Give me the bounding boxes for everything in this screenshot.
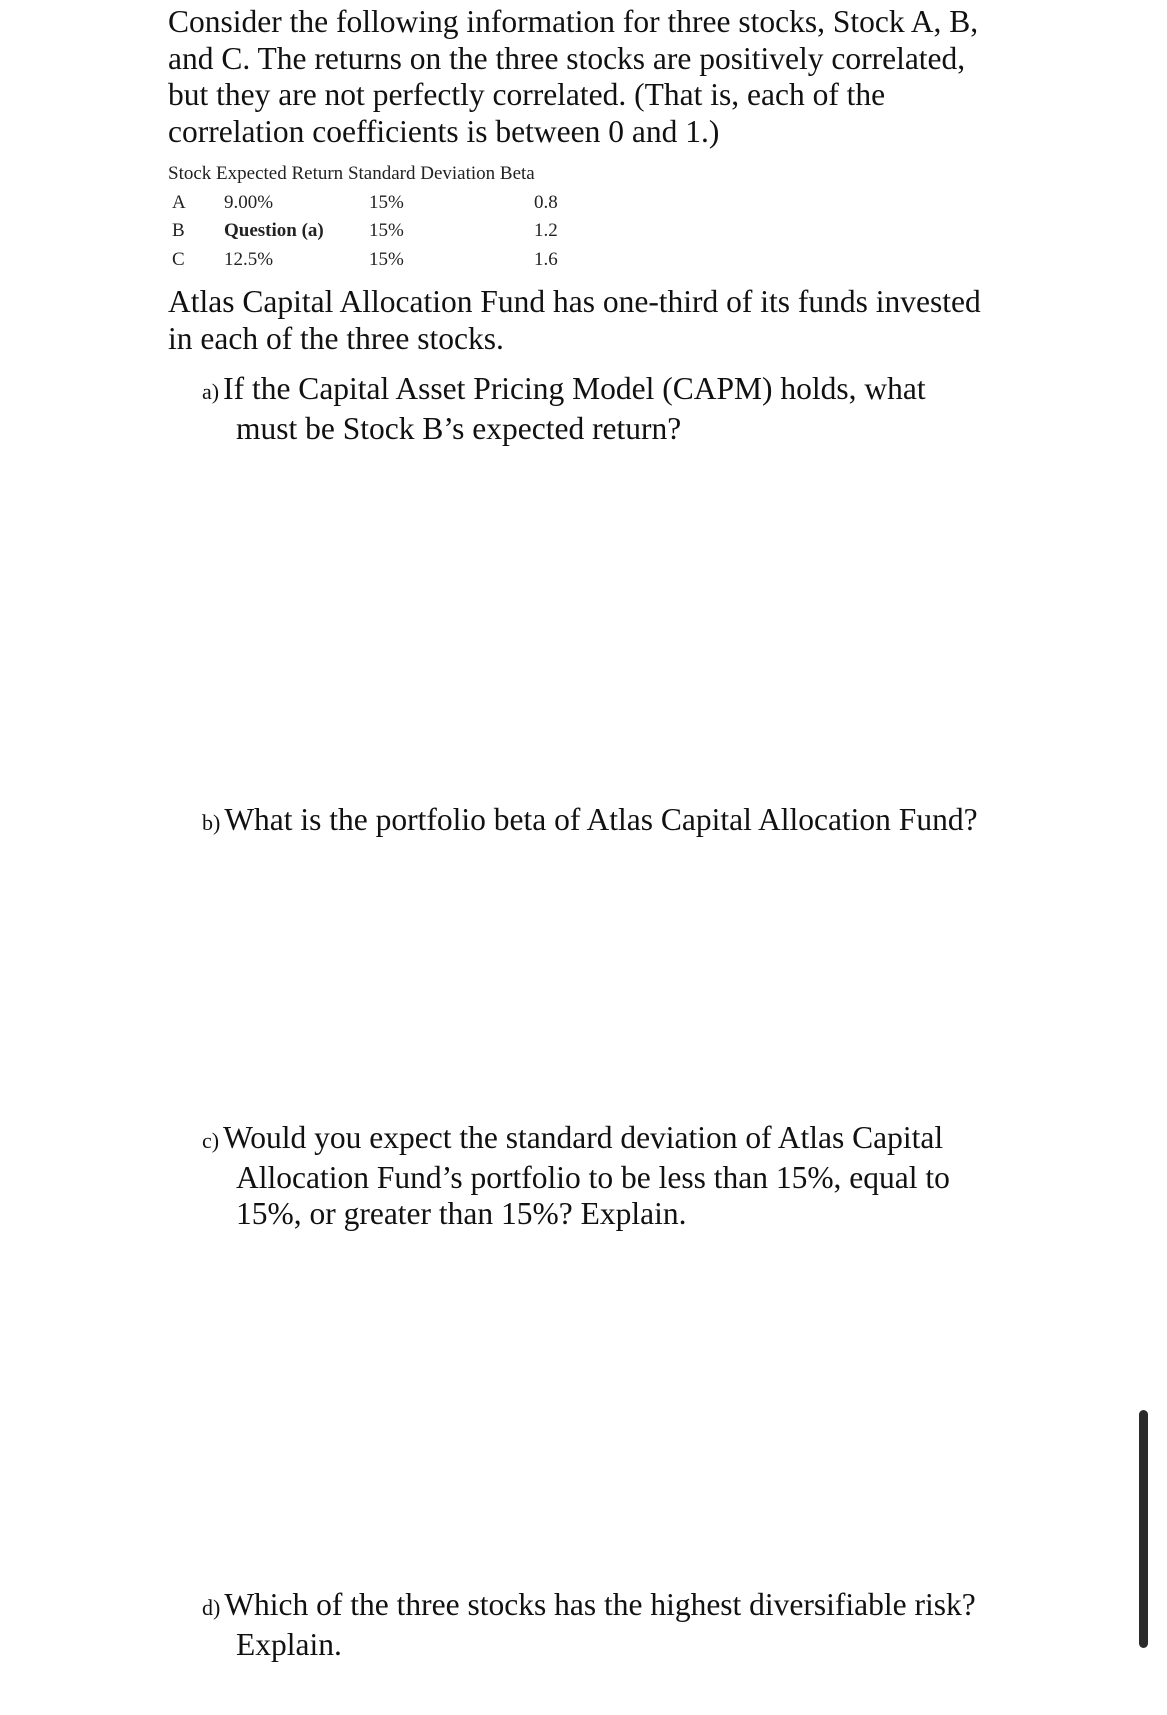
cell-expected-return: 12.5% <box>224 248 274 270</box>
question-line <box>202 1120 1052 1160</box>
cell-stock: A <box>172 191 186 213</box>
intro-paragraph <box>168 4 1008 150</box>
table-row <box>168 246 558 275</box>
question-text: What is the portfolio beta of Atlas Capital Allocation Fund? <box>224 802 978 837</box>
question-letter: a) <box>202 379 220 404</box>
atlas-paragraph <box>168 284 1018 357</box>
intro-line: correlation coefficients is between 0 and 1.) <box>168 113 720 149</box>
question-b <box>202 802 1052 842</box>
question-line: 15%, or greater than 15%? Explain. <box>236 1196 687 1231</box>
question-line: Allocation Fund’s portfolio to be less than 15%, equal to <box>236 1159 950 1195</box>
header-stock: Stock <box>168 163 212 185</box>
atlas-line: Atlas Capital Allocation Fund has one-third of its funds invested <box>168 284 981 319</box>
atlas-line: in each of the three stocks. <box>168 320 504 356</box>
question-line: must be Stock B’s expected return? <box>236 410 682 446</box>
cell-std-dev: 15% <box>369 191 404 213</box>
question-line: Explain. <box>236 1626 342 1662</box>
header-beta: Beta <box>499 163 535 185</box>
question-text: Which of the three stocks has the highest diversifiable risk? <box>224 1587 976 1622</box>
question-text: If the Capital Asset Pricing Model (CAPM) holds, what <box>223 371 926 406</box>
stock-table-header-row <box>168 160 558 189</box>
cell-std-dev: 15% <box>369 220 404 242</box>
question-line <box>202 371 1052 411</box>
header-standard-deviation: Standard Deviation <box>347 163 496 185</box>
table-row <box>168 217 558 246</box>
question-d <box>202 1587 1052 1663</box>
stock-table-header <box>168 160 558 189</box>
cell-beta: 1.2 <box>534 220 558 242</box>
cell-expected-return: 9.00% <box>224 191 274 213</box>
question-line <box>202 802 1052 842</box>
intro-line: Consider the following information for three stocks, Stock A, B, <box>168 4 979 39</box>
intro-line: but they are not perfectly correlated. (That is, each of the <box>168 77 886 112</box>
question-line <box>202 1587 1052 1627</box>
cell-stock: C <box>172 248 185 270</box>
cell-std-dev: 15% <box>369 248 404 270</box>
question-text: Would you expect the standard deviation of Atlas Capital <box>223 1120 944 1155</box>
cell-beta: 1.6 <box>534 248 558 270</box>
scrollbar-thumb[interactable] <box>1139 1410 1148 1648</box>
cell-stock: B <box>172 220 185 242</box>
question-c <box>202 1120 1052 1233</box>
header-expected-return: Expected Return <box>216 163 344 185</box>
table-row <box>168 189 558 218</box>
question-letter: b) <box>202 810 221 835</box>
cell-beta: 0.8 <box>534 191 558 213</box>
stock-table <box>168 160 558 274</box>
question-a <box>202 371 1052 447</box>
question-letter: d) <box>202 1595 221 1620</box>
intro-line: and C. The returns on the three stocks are positively correlated, <box>168 40 966 76</box>
question-letter: c) <box>202 1128 220 1153</box>
cell-expected-return: Question (a) <box>224 220 324 242</box>
